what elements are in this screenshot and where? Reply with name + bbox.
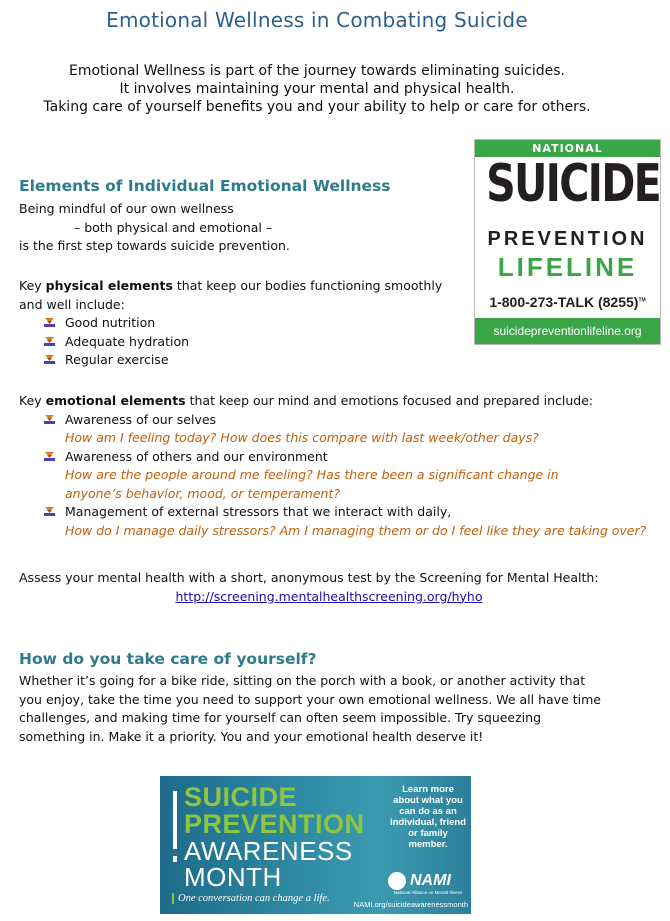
banner-exclamation-dot	[173, 856, 177, 862]
nami-logo	[388, 872, 468, 896]
physical-intro	[19, 277, 443, 370]
emotional-list	[19, 411, 647, 541]
physical-item: Regular exercise	[65, 352, 169, 367]
bullet-arrow-icon	[44, 317, 55, 329]
physical-intro-post: that keep our bodies functioning smoothly	[172, 278, 443, 293]
screening-block	[19, 569, 639, 606]
list-item	[19, 351, 439, 370]
physical-item: Adequate hydration	[65, 333, 190, 349]
page-title: Emotional Wellness in Combating Suicide	[106, 8, 528, 32]
nami-text: NAMI	[410, 872, 451, 889]
list-item	[19, 333, 439, 352]
banner-month: MONTH	[184, 862, 282, 892]
intro-line: Taking care of yourself benefits you and your ability to help or care for others.	[43, 99, 591, 115]
intro-line: It involves maintaining your mental and physical health.	[119, 81, 515, 97]
emotional-item-question: How am I feeling today? How does this compare with last week/other days?	[65, 430, 539, 445]
bullet-arrow-icon	[44, 506, 55, 518]
physical-intro-line2: and well include:	[19, 296, 125, 312]
nami-circle-icon	[388, 872, 406, 890]
banner-suicide: SUICIDE	[184, 782, 298, 812]
nami-subtitle: National Alliance on Mental Illness	[393, 890, 463, 895]
emotional-intro-pre: Key	[19, 393, 46, 408]
awareness-banner	[160, 776, 471, 914]
emotional-intro-bold: emotional elements	[45, 393, 186, 408]
emotional-item-question: How do I manage daily stressors? Am I managing them or do I feel like they are taking over?	[65, 522, 647, 538]
lifeline-prevention: PREVENTION	[487, 228, 648, 250]
mindful-line: is the first step towards suicide prevention.	[19, 238, 290, 253]
intro-line: Emotional Wellness is part of the journey towards eliminating suicides.	[68, 63, 566, 79]
elements-heading: Elements of Individual Emotional Wellness	[19, 177, 391, 195]
physical-list	[19, 314, 439, 370]
mindful-line: – both physical and emotional –	[74, 219, 273, 235]
emotional-item-label: Awareness of our selves	[65, 411, 217, 427]
banner-tagline: One conversation can change a life.	[172, 893, 330, 904]
physical-intro-pre: Key	[19, 278, 46, 293]
lifeline-lifeline: LIFELINE	[497, 252, 638, 282]
banner-prevention: PREVENTION	[184, 809, 365, 839]
intro-text	[0, 62, 634, 116]
physical-intro-bold: physical elements	[45, 278, 173, 293]
bullet-arrow-icon	[44, 354, 55, 366]
lifeline-tm: TM	[638, 297, 646, 304]
banner-exclamation-icon	[173, 791, 177, 849]
banner-url: NAMI.org/suicideawarenessmonth	[353, 900, 468, 909]
banner-learn-more: Learn more about what you can do as an individual, friend or family member.	[389, 784, 466, 850]
care-paragraph: Whether it’s going for a bike ride, sitting on the porch with a book, or another activity that you enjoy, take the time you need to support your own emotional wellness. We all have time challenges, and making time for yourself can often seem impossible. Try squeezing something in. Make it a priority. You and your emotional health deserve it!	[19, 673, 601, 744]
mindful-line: Being mindful of our own wellness	[19, 201, 234, 216]
emotional-intro-post: that keep our mind and emotions focused and prepared include:	[185, 393, 594, 408]
care-heading: How do you take care of yourself?	[19, 650, 317, 668]
lifeline-national: NATIONAL	[475, 140, 660, 157]
list-item	[19, 448, 639, 504]
list-item	[19, 314, 439, 333]
screening-link[interactable]: http://screening.mentalhealthscreening.org/hyho	[175, 588, 483, 604]
list-item	[19, 411, 639, 448]
lifeline-url: suicidepreventionlifeline.org	[475, 318, 660, 344]
banner-awareness: AWARENESS	[184, 836, 353, 866]
lifeline-phone	[475, 294, 660, 310]
lifeline-logo	[474, 139, 661, 345]
lifeline-suicide: SUICIDE	[486, 154, 660, 214]
emotional-item-label: Awareness of others and our environment	[65, 448, 328, 464]
emotional-item-question: How are the people around me feeling? Has there been a significant change in anyone’s behavior, mood, or temperament?	[65, 467, 559, 501]
emotional-item-label: Management of external stressors that we interact with daily,	[65, 504, 452, 519]
emotional-section	[19, 392, 647, 540]
bullet-arrow-icon	[44, 451, 55, 463]
screening-text: Assess your mental health with a short, anonymous test by the Screening for Mental Health:	[19, 570, 599, 585]
lifeline-phone-number: 1-800-273-TALK (8255)	[489, 294, 639, 310]
physical-item: Good nutrition	[65, 315, 156, 330]
mindful-text	[19, 200, 290, 256]
bullet-arrow-icon	[44, 336, 55, 348]
list-item	[19, 503, 647, 540]
bullet-arrow-icon	[44, 414, 55, 426]
